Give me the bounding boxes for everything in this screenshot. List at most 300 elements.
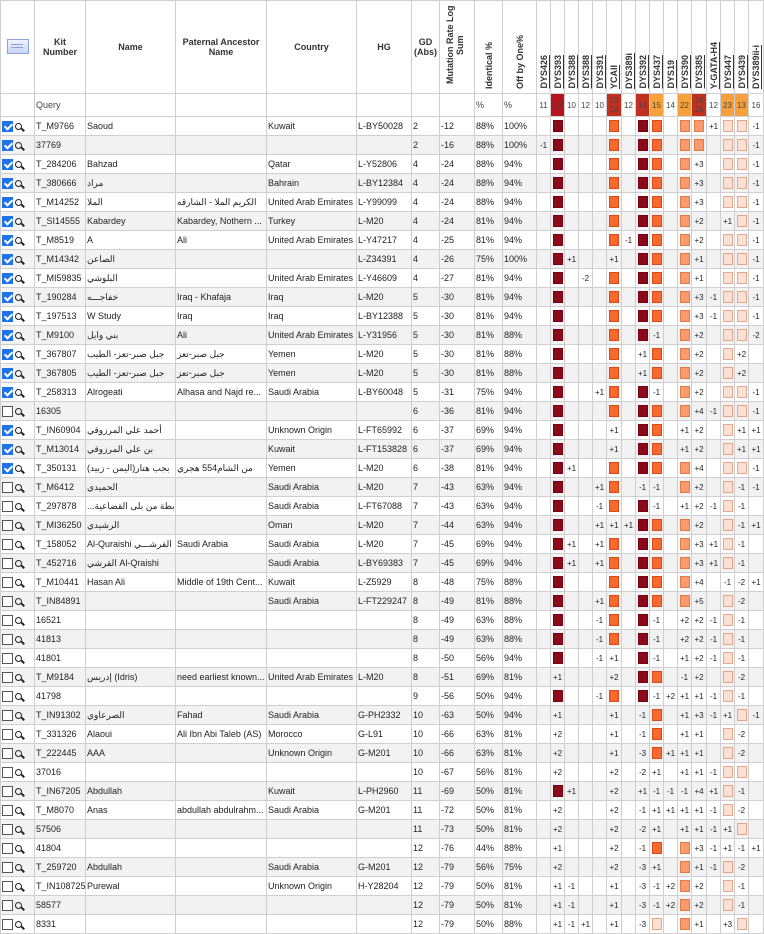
- kit-number-cell[interactable]: T_158052: [35, 535, 86, 554]
- kit-number-cell[interactable]: T_IN67205: [35, 782, 86, 801]
- kit-number-cell[interactable]: T_297878: [35, 497, 86, 516]
- marker-cell: +1: [622, 516, 636, 535]
- kit-number-cell[interactable]: T_284206: [35, 155, 86, 174]
- select-checkbox[interactable]: [2, 558, 13, 569]
- kit-number-cell[interactable]: T_197513: [35, 307, 86, 326]
- magnifier-icon[interactable]: [15, 617, 22, 624]
- marker-cell: [551, 117, 565, 136]
- kit-number-cell[interactable]: T_IN91302: [35, 706, 86, 725]
- col-marker-5[interactable]: YCAII: [607, 1, 622, 94]
- marker-cell: -1: [707, 630, 721, 649]
- marker-cell: +1: [678, 649, 692, 668]
- marker-swatch: [638, 253, 648, 265]
- magnifier-icon[interactable]: [15, 218, 22, 225]
- select-checkbox[interactable]: [2, 482, 13, 493]
- select-checkbox[interactable]: [2, 634, 13, 645]
- marker-cell: +2: [551, 725, 565, 744]
- kit-number-cell[interactable]: 41804: [35, 839, 86, 858]
- country-cell: Oman: [267, 516, 357, 535]
- marker-cell: +3: [692, 288, 707, 307]
- select-checkbox[interactable]: [2, 900, 13, 911]
- col-marker-7[interactable]: DYS392: [636, 1, 650, 94]
- magnifier-icon[interactable]: [15, 731, 22, 738]
- marker-cell: [607, 231, 622, 250]
- marker-cell: [749, 364, 764, 383]
- marker-cell: [664, 516, 678, 535]
- mutation-rate-cell: -79: [440, 896, 475, 915]
- marker-cell: [537, 364, 551, 383]
- table-row[interactable]: [1, 459, 764, 478]
- marker-cell: [636, 231, 650, 250]
- marker-cell: [565, 630, 579, 649]
- kit-number-cell[interactable]: 37016: [35, 763, 86, 782]
- select-checkbox[interactable]: [2, 273, 13, 284]
- kit-number-cell[interactable]: T_M14252: [35, 193, 86, 212]
- marker-cell: +1: [692, 820, 707, 839]
- kit-number-cell[interactable]: T_M10441: [35, 573, 86, 592]
- select-checkbox[interactable]: [2, 368, 13, 379]
- marker-cell: [650, 535, 664, 554]
- offby-cell: 94%: [503, 383, 537, 402]
- kit-number-cell[interactable]: T_259720: [35, 858, 86, 877]
- marker-swatch: [737, 272, 747, 284]
- gd-cell: 8: [412, 592, 440, 611]
- table-row[interactable]: [1, 763, 764, 782]
- table-row[interactable]: [1, 212, 764, 231]
- kit-number-cell[interactable]: 41801: [35, 649, 86, 668]
- kit-number-cell[interactable]: 8331: [35, 915, 86, 934]
- magnifier-icon[interactable]: [15, 522, 22, 529]
- select-checkbox[interactable]: [2, 121, 13, 132]
- table-row[interactable]: [1, 345, 764, 364]
- marker-swatch: [652, 747, 662, 759]
- marker-cell: -1: [636, 801, 650, 820]
- select-checkbox[interactable]: [2, 349, 13, 360]
- magnifier-icon[interactable]: [15, 275, 22, 282]
- select-checkbox[interactable]: [2, 444, 13, 455]
- table-row[interactable]: [1, 611, 764, 630]
- table-row[interactable]: [1, 706, 764, 725]
- offby-cell: 88%: [503, 611, 537, 630]
- select-checkbox[interactable]: [2, 786, 13, 797]
- table-row[interactable]: [1, 535, 764, 554]
- kit-number-cell[interactable]: T_367805: [35, 364, 86, 383]
- magnifier-icon[interactable]: [15, 674, 22, 681]
- col-country[interactable]: Country: [267, 1, 357, 94]
- ancestor-cell: [176, 250, 267, 269]
- table-row[interactable]: [1, 421, 764, 440]
- select-checkbox[interactable]: [2, 292, 13, 303]
- magnifier-icon[interactable]: [15, 446, 22, 453]
- magnifier-icon[interactable]: [15, 826, 22, 833]
- marker-cell: [636, 668, 650, 687]
- mutation-rate-cell: -27: [440, 269, 475, 288]
- magnifier-icon[interactable]: [15, 313, 22, 320]
- kit-number-cell[interactable]: T_IN60904: [35, 421, 86, 440]
- kit-number-cell[interactable]: T_367807: [35, 345, 86, 364]
- magnifier-icon[interactable]: [15, 503, 22, 510]
- table-row[interactable]: [1, 782, 764, 801]
- kit-number-cell[interactable]: T_452716: [35, 554, 86, 573]
- marker-swatch: [638, 196, 648, 208]
- marker-cell: -2: [735, 744, 749, 763]
- col-marker-13[interactable]: DYS447: [721, 1, 735, 94]
- select-checkbox[interactable]: [2, 387, 13, 398]
- select-checkbox[interactable]: [2, 843, 13, 854]
- marker-cell: +2: [692, 421, 707, 440]
- marker-cell: +2: [607, 820, 622, 839]
- marker-cell: -1: [707, 839, 721, 858]
- identical-cell: 75%: [475, 250, 503, 269]
- magnifier-icon[interactable]: [15, 864, 22, 871]
- kit-number-cell[interactable]: 16305: [35, 402, 86, 421]
- marker-cell: [721, 630, 735, 649]
- marker-cell: [537, 345, 551, 364]
- col-ancestor[interactable]: Paternal Ancestor Name: [176, 1, 267, 94]
- magnifier-icon[interactable]: [15, 427, 22, 434]
- identical-cell: 63%: [475, 516, 503, 535]
- magnifier-icon[interactable]: [15, 351, 22, 358]
- header-row: [1, 1, 764, 94]
- table-row[interactable]: [1, 915, 764, 934]
- magnifier-icon[interactable]: [15, 123, 22, 130]
- marker-cell: -1: [749, 459, 764, 478]
- magnifier-icon[interactable]: [15, 180, 22, 187]
- identical-cell: 50%: [475, 877, 503, 896]
- table-row[interactable]: [1, 877, 764, 896]
- magnifier-icon[interactable]: [15, 921, 22, 928]
- table-row[interactable]: [1, 516, 764, 535]
- marker-cell: [593, 402, 607, 421]
- marker-cell: [707, 345, 721, 364]
- marker-cell: -1: [749, 269, 764, 288]
- select-checkbox[interactable]: [2, 425, 13, 436]
- table-row[interactable]: [1, 117, 764, 136]
- select-checkbox[interactable]: [2, 805, 13, 816]
- marker-cell: [622, 136, 636, 155]
- name-cell: الملا: [86, 193, 176, 212]
- marker-swatch: [638, 576, 648, 588]
- magnifier-icon[interactable]: [15, 294, 22, 301]
- kit-number-cell[interactable]: T_M13014: [35, 440, 86, 459]
- col-marker-9[interactable]: DYS19: [664, 1, 678, 94]
- marker-swatch: [638, 234, 648, 246]
- marker-cell: [537, 383, 551, 402]
- marker-cell: [707, 592, 721, 611]
- mutation-rate-cell: -43: [440, 478, 475, 497]
- gd-cell: 7: [412, 516, 440, 535]
- magnifier-icon[interactable]: [15, 256, 22, 263]
- select-checkbox[interactable]: [2, 140, 13, 151]
- marker-cell: [622, 782, 636, 801]
- marker-cell: [664, 459, 678, 478]
- marker-swatch: [553, 158, 563, 170]
- magnifier-icon[interactable]: [15, 788, 22, 795]
- magnifier-icon[interactable]: [15, 370, 22, 377]
- select-checkbox[interactable]: [2, 729, 13, 740]
- select-checkbox[interactable]: [2, 615, 13, 626]
- marker-swatch: [553, 424, 563, 436]
- marker-swatch: [680, 557, 690, 569]
- name-cell: جبل صبر-تعز- الطيب: [86, 364, 176, 383]
- ancestor-cell: [176, 820, 267, 839]
- select-checkbox[interactable]: [2, 254, 13, 265]
- table-row[interactable]: [1, 250, 764, 269]
- select-checkbox[interactable]: [2, 197, 13, 208]
- table-row[interactable]: [1, 326, 764, 345]
- marker-cell: +1: [551, 706, 565, 725]
- table-row[interactable]: [1, 307, 764, 326]
- magnifier-icon[interactable]: [15, 484, 22, 491]
- select-checkbox[interactable]: [2, 824, 13, 835]
- select-checkbox[interactable]: [2, 311, 13, 322]
- magnifier-icon[interactable]: [15, 807, 22, 814]
- kit-number-cell[interactable]: T_M14342: [35, 250, 86, 269]
- select-checkbox[interactable]: [2, 520, 13, 531]
- select-cell: [1, 630, 35, 649]
- kit-number-cell[interactable]: T_222445: [35, 744, 86, 763]
- col-marker-0[interactable]: DYS426: [537, 1, 551, 94]
- magnifier-icon[interactable]: [15, 465, 22, 472]
- col-marker-6[interactable]: DYS389i: [622, 1, 636, 94]
- magnifier-icon[interactable]: [15, 389, 22, 396]
- select-checkbox[interactable]: [2, 539, 13, 550]
- marker-cell: [678, 459, 692, 478]
- magnifier-icon[interactable]: [15, 560, 22, 567]
- hg-cell: L-Z34391: [357, 250, 412, 269]
- col-marker-11[interactable]: DYS385: [692, 1, 707, 94]
- select-checkbox[interactable]: [2, 596, 13, 607]
- select-checkbox[interactable]: [2, 862, 13, 873]
- table-row[interactable]: [1, 725, 764, 744]
- marker-cell: [749, 611, 764, 630]
- magnifier-icon[interactable]: [15, 902, 22, 909]
- identical-cell: 50%: [475, 820, 503, 839]
- marker-cell: -1: [565, 896, 579, 915]
- table-row[interactable]: [1, 288, 764, 307]
- table-row[interactable]: [1, 136, 764, 155]
- kit-number-cell[interactable]: T_SI14555: [35, 212, 86, 231]
- magnifier-icon[interactable]: [15, 598, 22, 605]
- select-checkbox[interactable]: [2, 330, 13, 341]
- table-row[interactable]: [1, 592, 764, 611]
- table-row[interactable]: [1, 155, 764, 174]
- col-marker-10[interactable]: DYS390: [678, 1, 692, 94]
- marker-cell: [721, 459, 735, 478]
- table-row[interactable]: [1, 839, 764, 858]
- select-checkbox[interactable]: [2, 767, 13, 778]
- select-checkbox[interactable]: [2, 178, 13, 189]
- table-row[interactable]: [1, 573, 764, 592]
- marker-cell: +1: [735, 421, 749, 440]
- marker-cell: [721, 858, 735, 877]
- kit-number-cell[interactable]: T_M6412: [35, 478, 86, 497]
- marker-cell: [650, 421, 664, 440]
- magnifier-icon[interactable]: [15, 750, 22, 757]
- kit-number-cell[interactable]: T_M9766: [35, 117, 86, 136]
- identical-cell: 81%: [475, 326, 503, 345]
- col-marker-14[interactable]: DYS439: [735, 1, 749, 94]
- kit-number-cell[interactable]: T_IN84891: [35, 592, 86, 611]
- marker-cell: [650, 440, 664, 459]
- kit-number-cell[interactable]: 41813: [35, 630, 86, 649]
- magnifier-icon[interactable]: [15, 712, 22, 719]
- magnifier-icon[interactable]: [15, 161, 22, 168]
- hg-cell: [357, 839, 412, 858]
- magnifier-icon[interactable]: [15, 408, 22, 415]
- marker-cell: [664, 478, 678, 497]
- magnifier-icon[interactable]: [15, 769, 22, 776]
- select-checkbox[interactable]: [2, 235, 13, 246]
- marker-cell: [579, 440, 593, 459]
- kit-number-cell[interactable]: T_M9184: [35, 668, 86, 687]
- marker-swatch: [723, 861, 733, 873]
- mutation-rate-cell: -69: [440, 782, 475, 801]
- kit-number-cell[interactable]: T_331326: [35, 725, 86, 744]
- select-checkbox[interactable]: [2, 406, 13, 417]
- select-checkbox[interactable]: [2, 691, 13, 702]
- marker-swatch: [638, 120, 648, 132]
- table-row[interactable]: [1, 687, 764, 706]
- col-marker-2[interactable]: DYS388: [565, 1, 579, 94]
- table-row[interactable]: [1, 269, 764, 288]
- offby-cell: 94%: [503, 212, 537, 231]
- kit-number-cell[interactable]: T_MI59835: [35, 269, 86, 288]
- offby-cell: 81%: [503, 820, 537, 839]
- kit-number-cell[interactable]: T_380666: [35, 174, 86, 193]
- marker-cell: -1: [707, 687, 721, 706]
- col-marker-8[interactable]: DYS437: [650, 1, 664, 94]
- magnifier-icon[interactable]: [15, 845, 22, 852]
- table-row[interactable]: [1, 649, 764, 668]
- offby-cell: 81%: [503, 668, 537, 687]
- marker-cell: [735, 288, 749, 307]
- kit-number-cell[interactable]: 41798: [35, 687, 86, 706]
- col-mutation-rate[interactable]: Mutation Rate Log Sum: [440, 1, 475, 94]
- marker-cell: [707, 877, 721, 896]
- gd-cell: 12: [412, 877, 440, 896]
- kit-number-cell[interactable]: T_M8519: [35, 231, 86, 250]
- select-checkbox[interactable]: [2, 919, 13, 930]
- table-row[interactable]: [1, 630, 764, 649]
- marker-swatch: [680, 595, 690, 607]
- select-checkbox[interactable]: [2, 672, 13, 683]
- kit-number-cell[interactable]: 58577: [35, 896, 86, 915]
- magnifier-icon[interactable]: [15, 579, 22, 586]
- col-marker-4[interactable]: DYS391: [593, 1, 607, 94]
- magnifier-icon[interactable]: [15, 199, 22, 206]
- magnifier-icon[interactable]: [15, 693, 22, 700]
- select-checkbox[interactable]: [2, 216, 13, 227]
- table-row[interactable]: [1, 744, 764, 763]
- select-checkbox[interactable]: [2, 463, 13, 474]
- table-row[interactable]: [1, 440, 764, 459]
- marker-cell: +1: [749, 839, 764, 858]
- select-checkbox[interactable]: [2, 577, 13, 588]
- select-checkbox[interactable]: [2, 159, 13, 170]
- kit-number-cell[interactable]: T_258313: [35, 383, 86, 402]
- marker-cell: [537, 592, 551, 611]
- marker-swatch: [723, 595, 733, 607]
- table-row[interactable]: [1, 174, 764, 193]
- magnifier-icon[interactable]: [15, 636, 22, 643]
- marker-cell: [678, 307, 692, 326]
- table-row[interactable]: [1, 858, 764, 877]
- marker-cell: [707, 725, 721, 744]
- marker-cell: [579, 250, 593, 269]
- kit-number-cell[interactable]: 37769: [35, 136, 86, 155]
- table-row[interactable]: [1, 193, 764, 212]
- table-row[interactable]: [1, 478, 764, 497]
- kit-number-cell[interactable]: T_M8070: [35, 801, 86, 820]
- kit-number-cell[interactable]: T_IN108725: [35, 877, 86, 896]
- table-row[interactable]: [1, 896, 764, 915]
- table-row[interactable]: [1, 402, 764, 421]
- col-kit-number[interactable]: Kit Number: [35, 1, 86, 94]
- select-checkbox[interactable]: [2, 881, 13, 892]
- table-row[interactable]: [1, 231, 764, 250]
- col-marker-1[interactable]: DYS393: [551, 1, 565, 94]
- select-checkbox[interactable]: [2, 501, 13, 512]
- ancestor-cell: [176, 478, 267, 497]
- marker-cell: [622, 478, 636, 497]
- col-gd[interactable]: GD (Abs): [412, 1, 440, 94]
- kit-number-cell[interactable]: 16521: [35, 611, 86, 630]
- hg-cell: L-Y52806: [357, 155, 412, 174]
- magnifier-icon[interactable]: [15, 332, 22, 339]
- kit-number-cell[interactable]: T_190284: [35, 288, 86, 307]
- kit-number-cell[interactable]: T_MI36250: [35, 516, 86, 535]
- marker-cell: [593, 440, 607, 459]
- col-identical[interactable]: Identical %: [475, 1, 503, 94]
- table-row[interactable]: [1, 668, 764, 687]
- table-row[interactable]: [1, 554, 764, 573]
- kit-number-cell[interactable]: 57506: [35, 820, 86, 839]
- col-marker-15[interactable]: DYS389ii-i: [749, 1, 764, 94]
- table-row[interactable]: [1, 497, 764, 516]
- col-hg[interactable]: HG: [357, 1, 412, 94]
- marker-cell: [593, 782, 607, 801]
- col-marker-12[interactable]: Y-GATA-H4: [707, 1, 721, 94]
- select-checkbox[interactable]: [2, 748, 13, 759]
- select-cell: [1, 573, 35, 592]
- table-row[interactable]: [1, 383, 764, 402]
- col-offby[interactable]: Off by One%: [503, 1, 537, 94]
- select-checkbox[interactable]: [2, 653, 13, 664]
- col-marker-3[interactable]: DYS388: [579, 1, 593, 94]
- marker-cell: +2: [607, 839, 622, 858]
- marker-cell: [579, 896, 593, 915]
- col-name[interactable]: Name: [86, 1, 176, 94]
- select-cell: [1, 288, 35, 307]
- gd-cell: 12: [412, 839, 440, 858]
- marker-swatch: [680, 120, 690, 132]
- table-row[interactable]: [1, 801, 764, 820]
- magnifier-icon[interactable]: [15, 883, 22, 890]
- table-row[interactable]: [1, 364, 764, 383]
- magnifier-icon[interactable]: [15, 142, 22, 149]
- kit-number-cell[interactable]: T_350131: [35, 459, 86, 478]
- magnifier-icon[interactable]: [15, 541, 22, 548]
- magnifier-icon[interactable]: [15, 655, 22, 662]
- magnifier-icon[interactable]: [15, 237, 22, 244]
- name-cell: A: [86, 231, 176, 250]
- marker-cell: +1: [664, 801, 678, 820]
- select-checkbox[interactable]: [2, 710, 13, 721]
- table-row[interactable]: [1, 820, 764, 839]
- gd-cell: 10: [412, 744, 440, 763]
- kit-number-cell[interactable]: T_M9100: [35, 326, 86, 345]
